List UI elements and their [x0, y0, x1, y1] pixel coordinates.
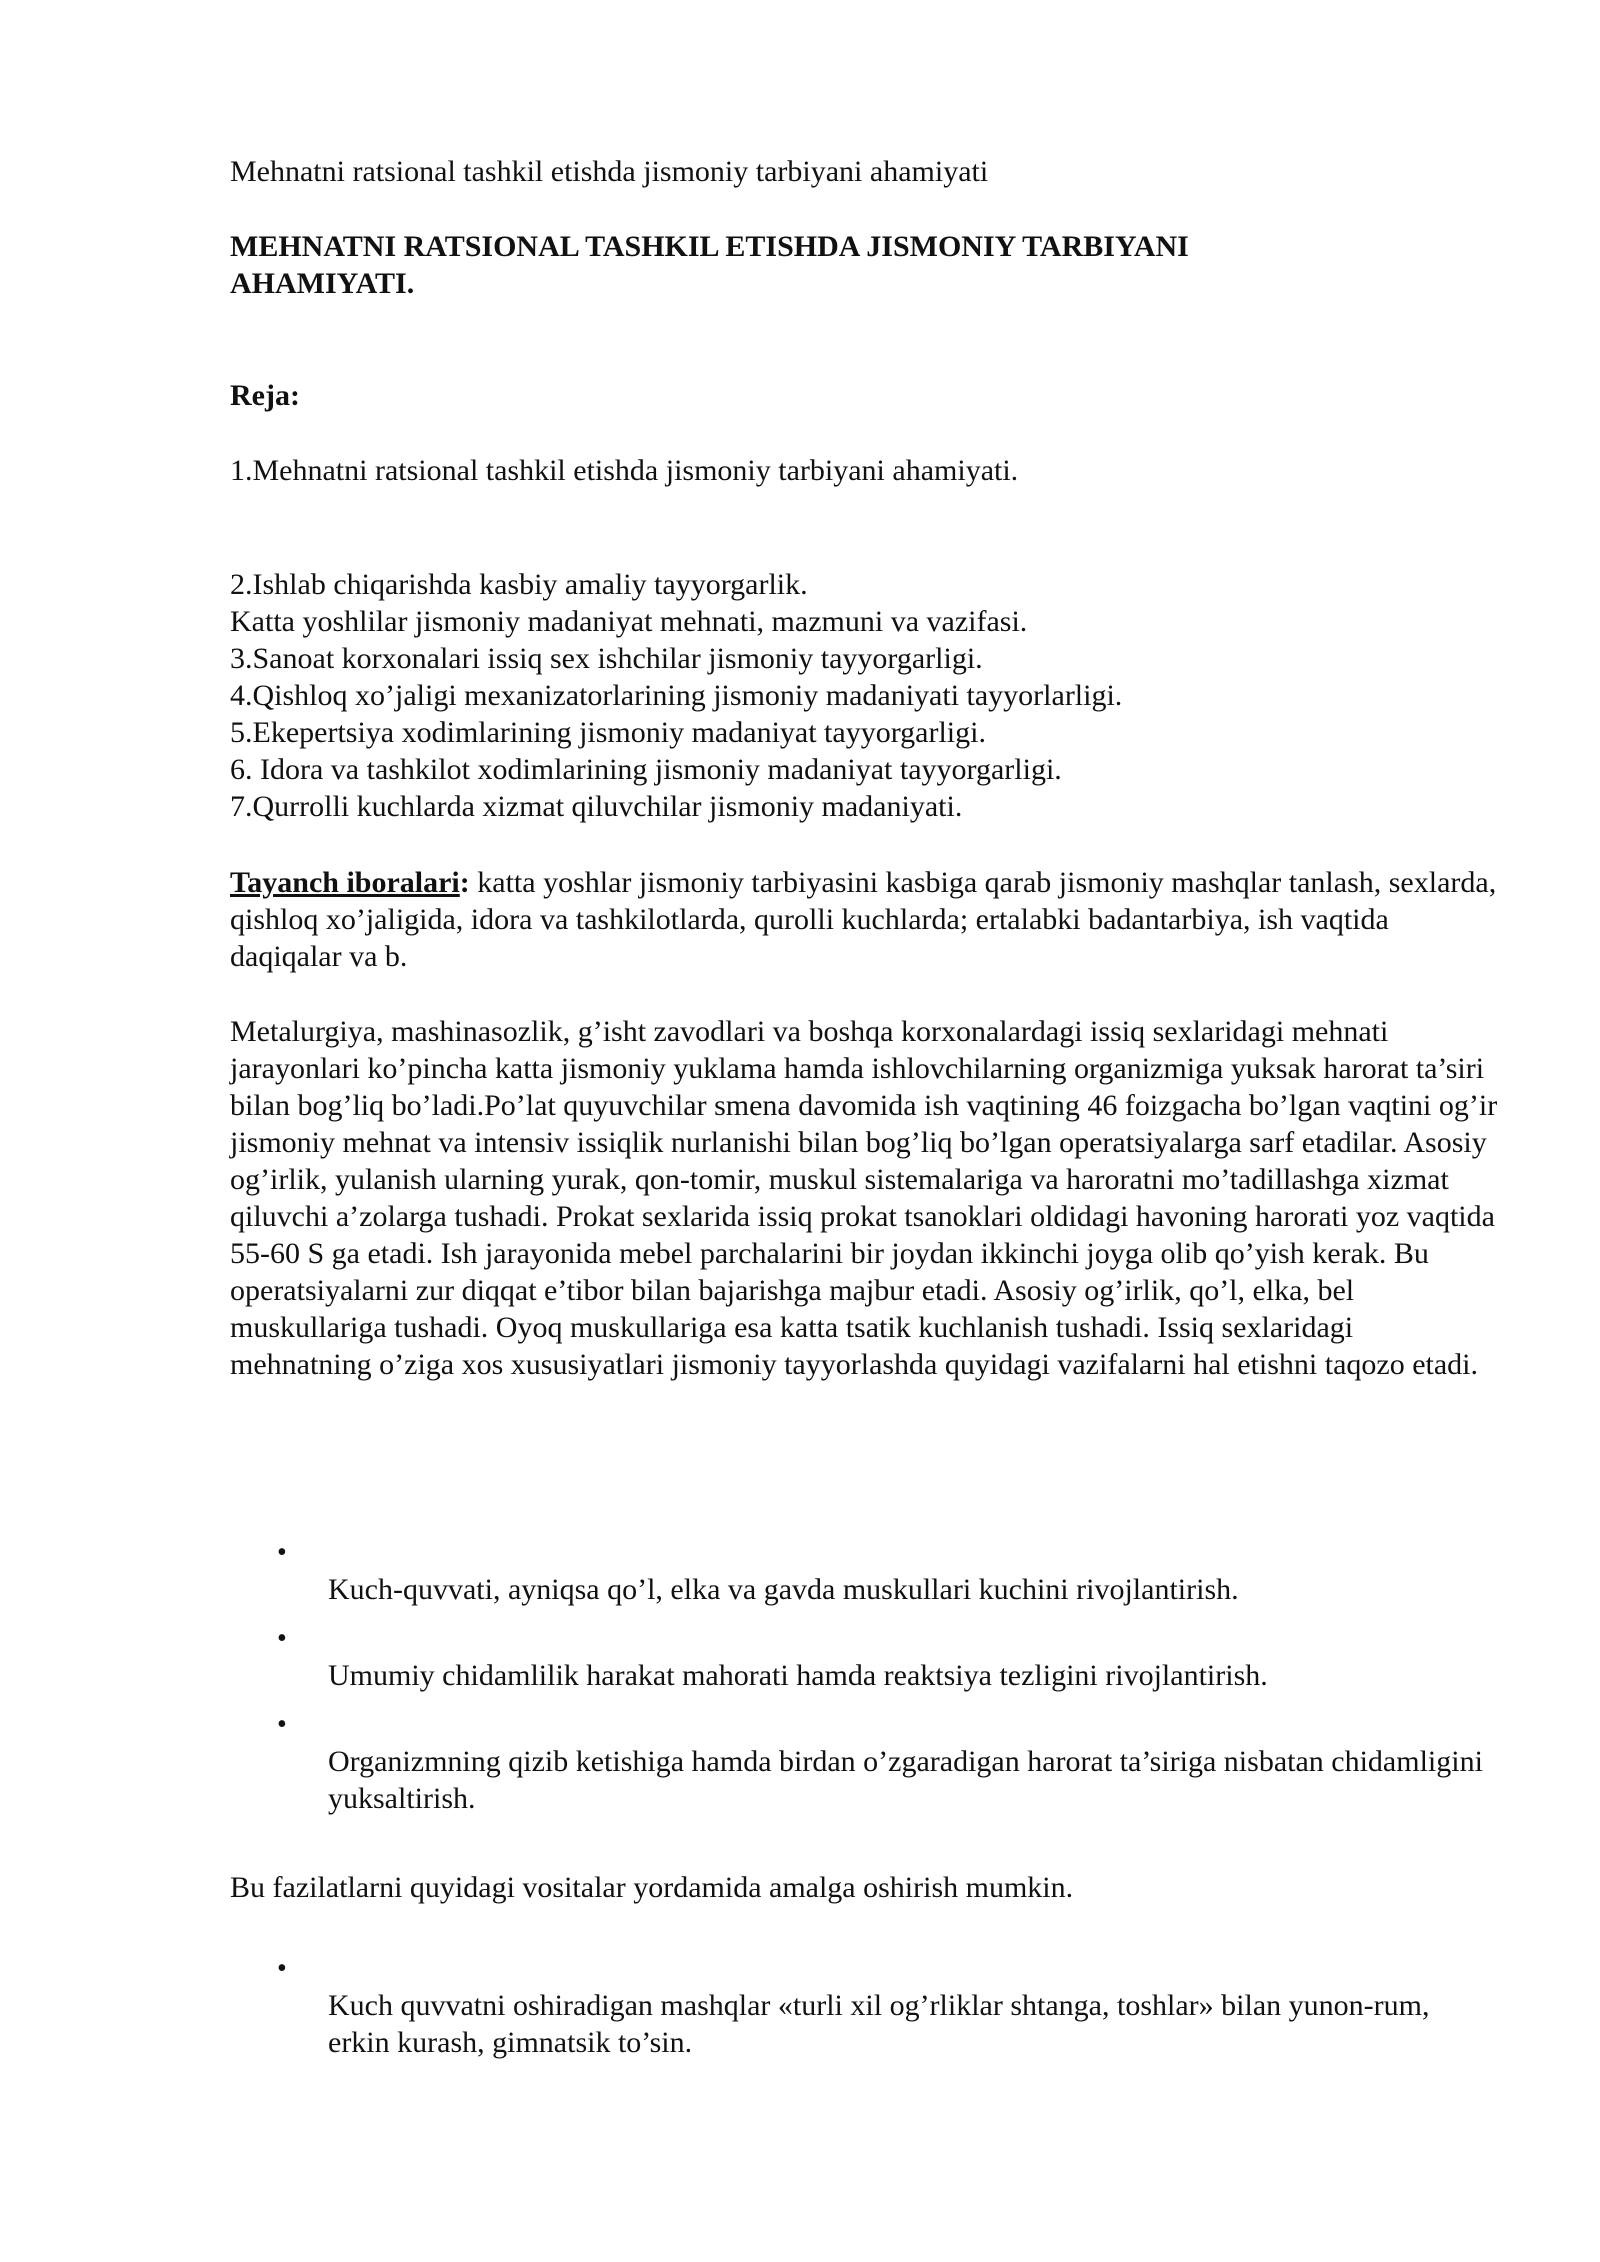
document-title: Mehnatni ratsional tashkil etishda jismoniy tarbiyani ahamiyati — [230, 155, 989, 188]
plan-item: 2.Ishlab chiqarishda kasbiy amaliy tayyorgarlik. — [230, 568, 808, 601]
key-terms-text: katta yoshlar jismoniy tarbiyasini kasbiga qarab jismoniy mashqlar tanlash, sexlarda, qishloq xo’jaligida, idora va tashkilotlarda, qurolli kuchlarda; ertalabki badantarbiya, ish vaqtida daqiqalar va b. — [230, 866, 1497, 973]
plan-item: 7.Qurrolli kuchlarda xizmat qiluvchilar jismoniy madaniyati. — [230, 790, 963, 823]
bullet-icon: • — [277, 1953, 287, 1984]
plan-item: 3.Sanoat korxonalari issiq sex ishchilar jismoniy tayyorgarligi. — [230, 642, 983, 675]
plan-item: 4.Qishloq xo’jaligi mexanizatorlarining jismoniy madaniyati tayyorlarligi. — [230, 679, 1123, 712]
means-item — [230, 1950, 1490, 2061]
key-terms-label-text: Tayanch iboralari — [230, 866, 460, 899]
task-item — [230, 1620, 1490, 1694]
task-text: Organizmning qizib ketishiga hamda birdan o’zgaradigan harorat ta’siriga nisbatan chidamligini yuksaltirish. — [328, 1745, 1483, 1815]
means-text: Kuch quvvatni oshiradigan mashqlar «turli xil og’rliklar shtanga, toshlar» bilan yunon-rum, erkin kurash, gimnatsik to’sin. — [328, 1989, 1430, 2059]
tasks-list — [230, 1534, 1490, 1829]
key-terms-colon: : — [459, 866, 470, 899]
plan-list — [230, 566, 1122, 825]
plan-label: Reja: — [230, 379, 300, 412]
task-text: Umumiy chidamlilik harakat mahorati hamda reaktsiya tezligini rivojlantirish. — [328, 1659, 1268, 1692]
key-terms-paragraph — [230, 864, 1500, 975]
plan-item: 6. Idora va tashkilot xodimlarining jismoniy madaniyat tayyorgarligi. — [230, 753, 1062, 786]
means-list — [230, 1950, 1490, 2073]
task-text: Kuch-quvvati, ayniqsa qo’l, elka va gavda muskullari kuchini rivojlantirish. — [328, 1573, 1239, 1606]
document-heading: MEHNATNI RATSIONAL TASHKIL ETISHDA JISMONIY TARBIYANI AHAMIYATI. — [230, 230, 1189, 300]
bullet-icon: • — [277, 1537, 287, 1568]
task-item — [230, 1534, 1490, 1608]
main-paragraph: Metalurgiya, mashinasozlik, g’isht zavodlari va boshqa korxonalardagi issiq sexlaridagi mehnati jarayonlari ko’pincha katta jismoniy yuklama hamda ishlovchilarning organizmiga yuksak harorat ta’siri bilan bog’liq bo’ladi.Po’lat quyuvchilar smena davomida ish vaqtining 46 foizgacha bo’lgan vaqtini og’ir jismoniy mehnat va intensiv issiqlik nurlanishi bilan bog’liq bo’lgan operatsiyalarga sarf etadilar. Asosiy og’irlik, yulanish ularning yurak, qon-tomir, muskul sistemalariga va haroratni mo’tadillashga xizmat qiluvchi a’zolarga tushadi. Prokat sexlarida issiq prokat tsanoklari oldidagi havoning harorati yoz vaqtida 55-60 S ga etadi. Ish jarayonida mebel parchalarini bir joydan ikkinchi joyga olib qo’yish kerak. Bu operatsiyalarni zur diqqat e’tibor bilan bajarishga majbur etadi. Asosiy og’irlik, qo’l, elka, bel muskullariga tushadi. Oyoq muskullariga esa katta tsatik kuchlanish tushadi. Issiq sexlaridagi mehnatning o’ziga xos xususiyatlari jismoniy tayyorlashda quyidagi vazifalarni hal etishni taqozo etadi. — [230, 1015, 1498, 1381]
bullet-icon: • — [277, 1709, 287, 1740]
plan-item-1: 1.Mehnatni ratsional tashkil etishda jismoniy tarbiyani ahamiyati. — [230, 454, 1019, 487]
bullet-icon: • — [277, 1623, 287, 1654]
task-item — [230, 1706, 1490, 1817]
means-intro: Bu fazilatlarni quyidagi vositalar yordamida amalga oshirish mumkin. — [230, 1871, 1074, 1904]
plan-item: Katta yoshlilar jismoniy madaniyat mehnati, mazmuni va vazifasi. — [230, 605, 1028, 638]
plan-item: 5.Ekepertsiya xodimlarining jismoniy madaniyat tayyorgarligi. — [230, 716, 986, 749]
key-terms-label — [230, 866, 470, 899]
